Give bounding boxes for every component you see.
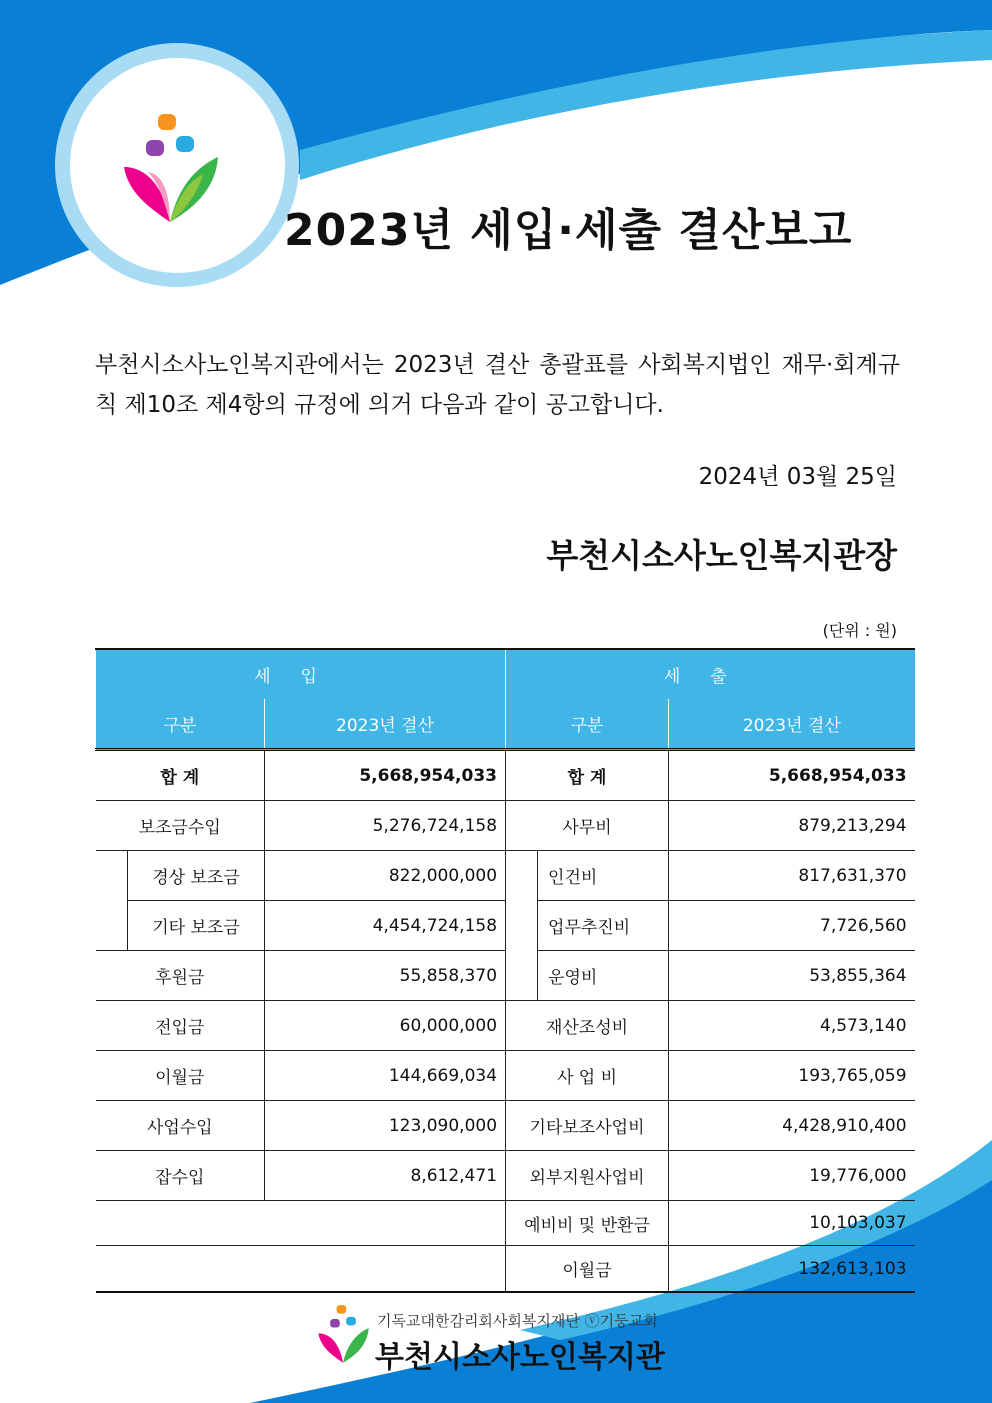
expense-value: 10,103,037: [669, 1201, 915, 1246]
expense-label: 인건비: [538, 851, 669, 901]
income-empty-cell: [96, 1246, 506, 1293]
income-amount-header: 2023년 결산: [265, 699, 506, 750]
unit-note: (단위 : 원): [822, 621, 897, 640]
income-value: 8,612,471: [265, 1151, 506, 1201]
indent-spacer: [506, 901, 538, 951]
income-value: 4,454,724,158: [265, 901, 506, 951]
income-value: 5,276,724,158: [265, 801, 506, 851]
expense-label: 재산조성비: [506, 1001, 669, 1051]
expense-label: 예비비 및 반환금: [506, 1201, 669, 1246]
income-label: 사업수입: [96, 1101, 265, 1151]
expense-value: 193,765,059: [669, 1051, 915, 1101]
table-row: [96, 1101, 915, 1151]
expense-label: 사무비: [506, 801, 669, 851]
footer-org-name: 부천시소사노인복지관: [375, 1340, 665, 1375]
footer-foundation: 기독교대한감리회사회복지재단 ⓥ기둥교회: [377, 1312, 658, 1330]
income-label: 후원금: [96, 951, 265, 1001]
table-row: [96, 851, 915, 901]
income-total-label: 합 계: [96, 750, 265, 801]
expense-value: 7,726,560: [669, 901, 915, 951]
expense-label: 기타보조사업비: [506, 1101, 669, 1151]
indent-spacer: [96, 851, 128, 901]
income-header: 세입: [96, 649, 506, 699]
income-value: 60,000,000: [265, 1001, 506, 1051]
report-date: 2024년 03월 25일: [698, 464, 897, 490]
expense-category-header: 구분: [506, 699, 669, 750]
footer-branding: [315, 1302, 715, 1375]
expense-header: 세출: [506, 649, 915, 699]
income-value: 123,090,000: [265, 1101, 506, 1151]
expense-total-value: 5,668,954,033: [669, 750, 915, 801]
expense-label: 업무추진비: [538, 901, 669, 951]
table-row: [96, 1246, 915, 1293]
income-label: 경상 보조금: [128, 851, 265, 901]
expense-label: 외부지원사업비: [506, 1151, 669, 1201]
table-row: [96, 901, 915, 951]
organization-logo-icon: [118, 112, 222, 228]
income-value: 822,000,000: [265, 851, 506, 901]
expense-value: 132,613,103: [669, 1246, 915, 1293]
income-empty-cell: [96, 1201, 506, 1246]
income-value: 55,858,370: [265, 951, 506, 1001]
table-row: [96, 1151, 915, 1201]
intro-paragraph: 부천시소사노인복지관에서는 2023년 결산 총괄표를 사회복지법인 재무·회계규칙 제10조 제4항의 규정에 의거 다음과 같이 공고합니다.: [95, 352, 900, 418]
expense-value: 53,855,364: [669, 951, 915, 1001]
settlement-table: [95, 648, 915, 1293]
indent-spacer: [506, 951, 538, 1001]
expense-value: 4,428,910,400: [669, 1101, 915, 1151]
income-value: 144,669,034: [265, 1051, 506, 1101]
expense-label: 이월금: [506, 1246, 669, 1293]
expense-value: 4,573,140: [669, 1001, 915, 1051]
income-label: 이월금: [96, 1051, 265, 1101]
table-row: [96, 1201, 915, 1246]
signer-title: 부천시소사노인복지관장: [546, 536, 897, 575]
expense-label: 사 업 비: [506, 1051, 669, 1101]
table-row: [96, 1001, 915, 1051]
table-row: [96, 801, 915, 851]
indent-spacer: [96, 901, 128, 951]
expense-value: 817,631,370: [669, 851, 915, 901]
indent-spacer: [506, 851, 538, 901]
footer-logo-icon: [315, 1304, 371, 1366]
page-title: 2023년 세입·세출 결산보고: [284, 205, 853, 256]
expense-value: 879,213,294: [669, 801, 915, 851]
income-category-header: 구분: [96, 699, 265, 750]
expense-total-label: 합 계: [506, 750, 669, 801]
expense-value: 19,776,000: [669, 1151, 915, 1201]
table-row: [96, 750, 915, 801]
expense-label: 운영비: [538, 951, 669, 1001]
income-label: 기타 보조금: [128, 901, 265, 951]
expense-amount-header: 2023년 결산: [669, 699, 915, 750]
income-label: 보조금수입: [96, 801, 265, 851]
income-label: 잡수입: [96, 1151, 265, 1201]
income-label: 전입금: [96, 1001, 265, 1051]
income-total-value: 5,668,954,033: [265, 750, 506, 801]
table-row: [96, 1051, 915, 1101]
table-row: [96, 951, 915, 1001]
